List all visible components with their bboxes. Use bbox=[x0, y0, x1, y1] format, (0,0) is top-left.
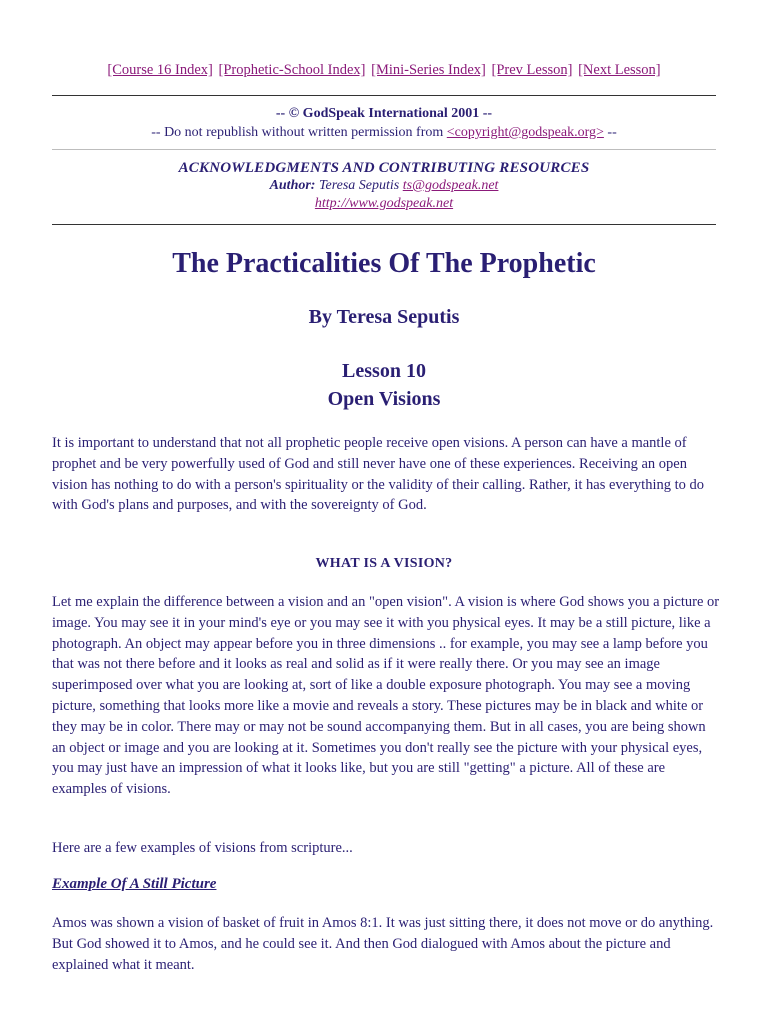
author-email-link[interactable]: ts@godspeak.net bbox=[402, 178, 499, 193]
acknowledgments-block bbox=[0, 159, 768, 213]
lesson-title: Open Visions bbox=[327, 388, 441, 410]
prophetic-school-index-link[interactable]: [Prophetic-School Index] bbox=[218, 62, 366, 78]
prev-lesson-link[interactable]: [Prev Lesson] bbox=[491, 62, 573, 78]
divider-copyright bbox=[52, 149, 716, 150]
article-byline: By Teresa Seputis bbox=[308, 306, 460, 328]
intro-paragraph: It is important to understand that not all prophetic people receive open visions. A person can have a mantle of prophet and be very powerfully used of God and still never have one of these experiences. Receiving an open vision has nothing to do with a person's spirituality or the validity of their calling. Rather, it has everything to do with God's plans and purposes, and with the sovereignty of God. bbox=[52, 435, 705, 514]
divider-top bbox=[52, 95, 716, 96]
article-title: The Practicalities Of The Prophetic bbox=[172, 248, 596, 279]
acknowledgments-heading: ACKNOWLEDGMENTS AND CONTRIBUTING RESOURCES bbox=[178, 160, 590, 176]
course-index-link[interactable]: [Course 16 Index] bbox=[107, 62, 213, 78]
examples-intro: Here are a few examples of visions from scripture... bbox=[52, 840, 353, 856]
lesson-navigation bbox=[0, 62, 768, 79]
section-heading: WHAT IS A VISION? bbox=[315, 556, 453, 571]
vision-paragraph: Let me explain the difference between a vision and an "open vision". A vision is where God shows you a picture or image. You may see it in your mind's eye or you may see it with you physical eyes. It may be a still picture, like a photograph. An object may appear before you in three dimensions .. for example, you may see a lamp before you that was not there before and it looks as real and solid as if it were really there. Or you may see an image superimposed over what you are looking at, sort of like a double exposure photograph. You may see a moving picture, something that looks more like a movie and reveals a story. These pictures may be in black and white or they may be in color. There may or may not be sound accompanying them. But in all cases, you are being shown an object or image and you are looking at it. Sometimes you don't really see the picture with your physical eyes, you may just have an impression of what it looks like, but you are still "getting" a picture. All of these are examples of visions. bbox=[52, 594, 720, 798]
author-label: Author: bbox=[269, 178, 316, 193]
author-line bbox=[0, 177, 768, 195]
copyright-notice bbox=[0, 104, 768, 142]
lesson-number: Lesson 10 bbox=[342, 360, 426, 382]
next-lesson-link[interactable]: [Next Lesson] bbox=[578, 62, 661, 78]
website-link[interactable]: http://www.godspeak.net bbox=[314, 196, 454, 211]
divider-ack bbox=[52, 224, 716, 225]
copyright-line: -- © GodSpeak International 2001 -- bbox=[275, 106, 493, 121]
copyright-email-link[interactable]: <copyright@godspeak.org> bbox=[446, 125, 604, 140]
example-heading: Example Of A Still Picture bbox=[52, 876, 217, 892]
republish-notice: -- Do not republish without written permission from <copyright@godspeak.org> -- bbox=[151, 125, 617, 140]
mini-series-index-link[interactable]: [Mini-Series Index] bbox=[371, 62, 486, 78]
lesson-heading bbox=[0, 357, 768, 413]
amos-paragraph: Amos was shown a vision of basket of fruit in Amos 8:1. It was just sitting there, it does not move or do anything. But God showed it to Amos, and he could see it. And then God dialogued with Amos about the picture and explained what it meant. bbox=[52, 915, 714, 973]
author-name: Teresa Seputis bbox=[315, 178, 403, 193]
